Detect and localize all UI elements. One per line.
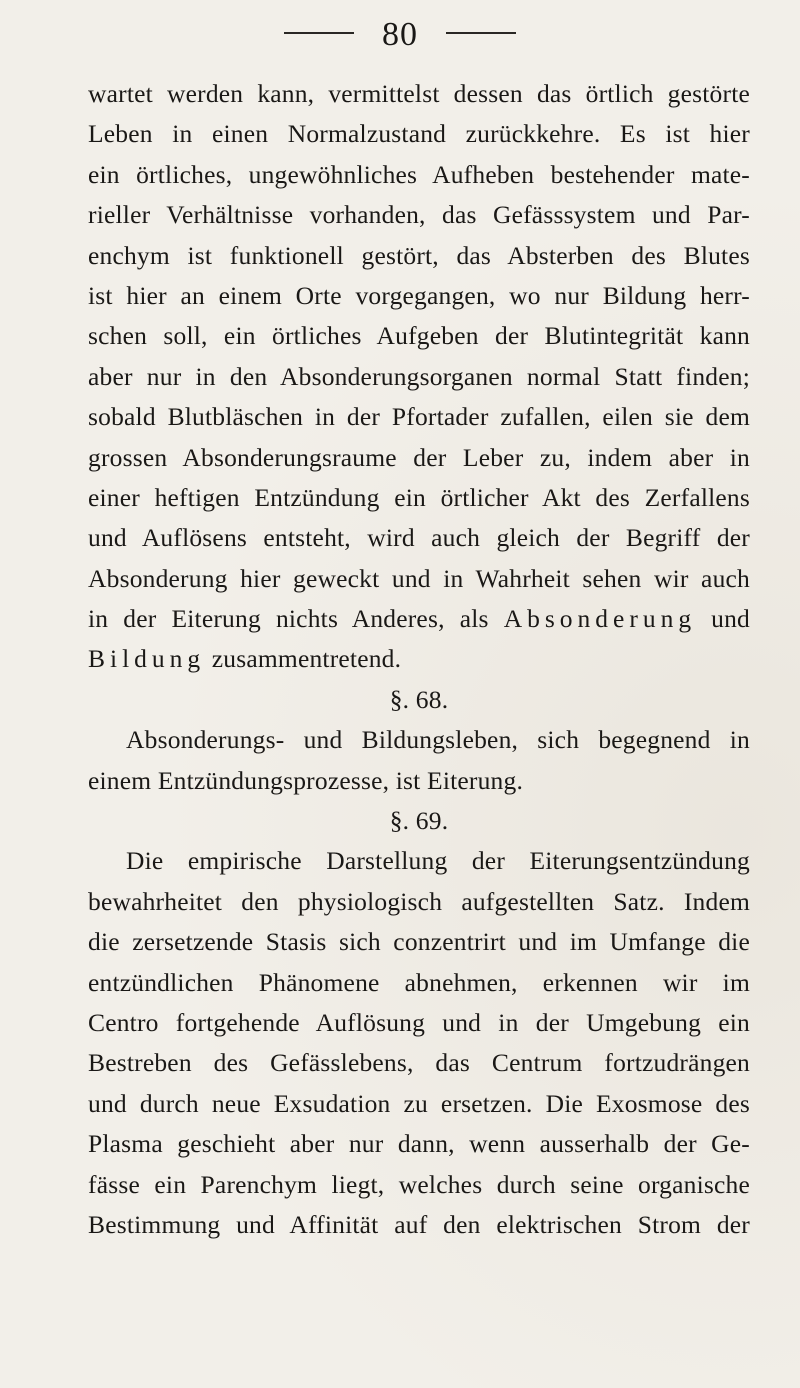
text-line: aber nur in den Absonderungsorganen normal Statt finden; [88, 361, 750, 391]
line-suffix: und [711, 604, 751, 634]
line-suffix: zusammentretend. [211, 644, 402, 674]
section-heading-68: §. 68. [389, 684, 449, 714]
text-line: Absonderungs- und Bildungsleben, sich begegnend in [126, 725, 750, 755]
text-line: schen soll, ein örtliches Aufgeben der Blutintegrität kann [88, 321, 750, 351]
page-header [0, 16, 800, 56]
spaced-word: Bildung [88, 644, 206, 674]
text-line: und Auflösens entsteht, wird auch gleich der Begriff der [88, 523, 750, 553]
body-text [88, 74, 750, 1245]
text-line: Bestimmung und Affinität auf den elektrischen Strom der [88, 1209, 750, 1239]
text-line: rieller Verhältnisse vorhanden, das Gefässsystem und Par- [88, 200, 750, 230]
section-68-paragraph [88, 720, 750, 801]
paragraph-1 [88, 74, 750, 680]
text-line-mixed [88, 639, 750, 679]
text-line: Absonderung hier geweckt und in Wahrheit sehen wir auch [88, 563, 750, 593]
text-line: einer heftigen Entzündung ein örtlicher Akt des Zerfallens [88, 482, 750, 512]
text-line: Leben in einen Normalzustand zurückkehre. Es ist hier [88, 119, 750, 149]
text-line: grossen Absonderungsraume der Leber zu, indem aber in [88, 442, 750, 472]
text-line: Plasma geschieht aber nur dann, wenn ausserhalb der Ge- [88, 1129, 750, 1159]
header-rule-right [446, 32, 516, 34]
text-line: entzündlichen Phänomene abnehmen, erkennen wir im [88, 967, 750, 997]
text-line: sobald Blutbläschen in der Pfortader zufallen, eilen sie dem [88, 402, 750, 432]
text-line: die zersetzende Stasis sich conzentrirt und im Umfange die [88, 927, 750, 957]
section-69-paragraph [88, 841, 750, 1245]
text-line: enchym ist funktionell gestört, das Absterben des Blutes [88, 240, 750, 270]
text-line: wartet werden kann, vermittelst dessen das örtlich gestörte [88, 79, 750, 108]
text-line: und durch neue Exsudation zu ersetzen. Die Exosmose des [88, 1088, 750, 1118]
text-line: fässe ein Parenchym liegt, welches durch seine organische [88, 1169, 750, 1199]
text-line: ist hier an einem Orte vorgegangen, wo nur Bildung herr- [88, 280, 750, 310]
section-heading-69: §. 69. [389, 806, 449, 836]
text-line-mixed [88, 599, 750, 639]
text-line: Bestreben des Gefässlebens, das Centrum fortzudrängen [88, 1048, 750, 1078]
line-prefix: in der Eiterung nichts Anderes, als [88, 604, 489, 634]
text-line: Die empirische Darstellung der Eiterungsentzündung [126, 846, 750, 876]
text-line: ein örtliches, ungewöhnliches Aufheben bestehender mate- [88, 159, 750, 189]
text-line: bewahrheitet den physiologisch aufgestellten Satz. Indem [88, 886, 750, 916]
text-line: Centro fortgehende Auflösung und in der Umgebung ein [88, 1007, 750, 1037]
text-line: einem Entzündungsprozesse, ist Eiterung. [88, 765, 524, 795]
spaced-word: Absonderung [503, 604, 697, 634]
header-rule-left [284, 32, 354, 34]
page-number: 80 [382, 16, 418, 53]
